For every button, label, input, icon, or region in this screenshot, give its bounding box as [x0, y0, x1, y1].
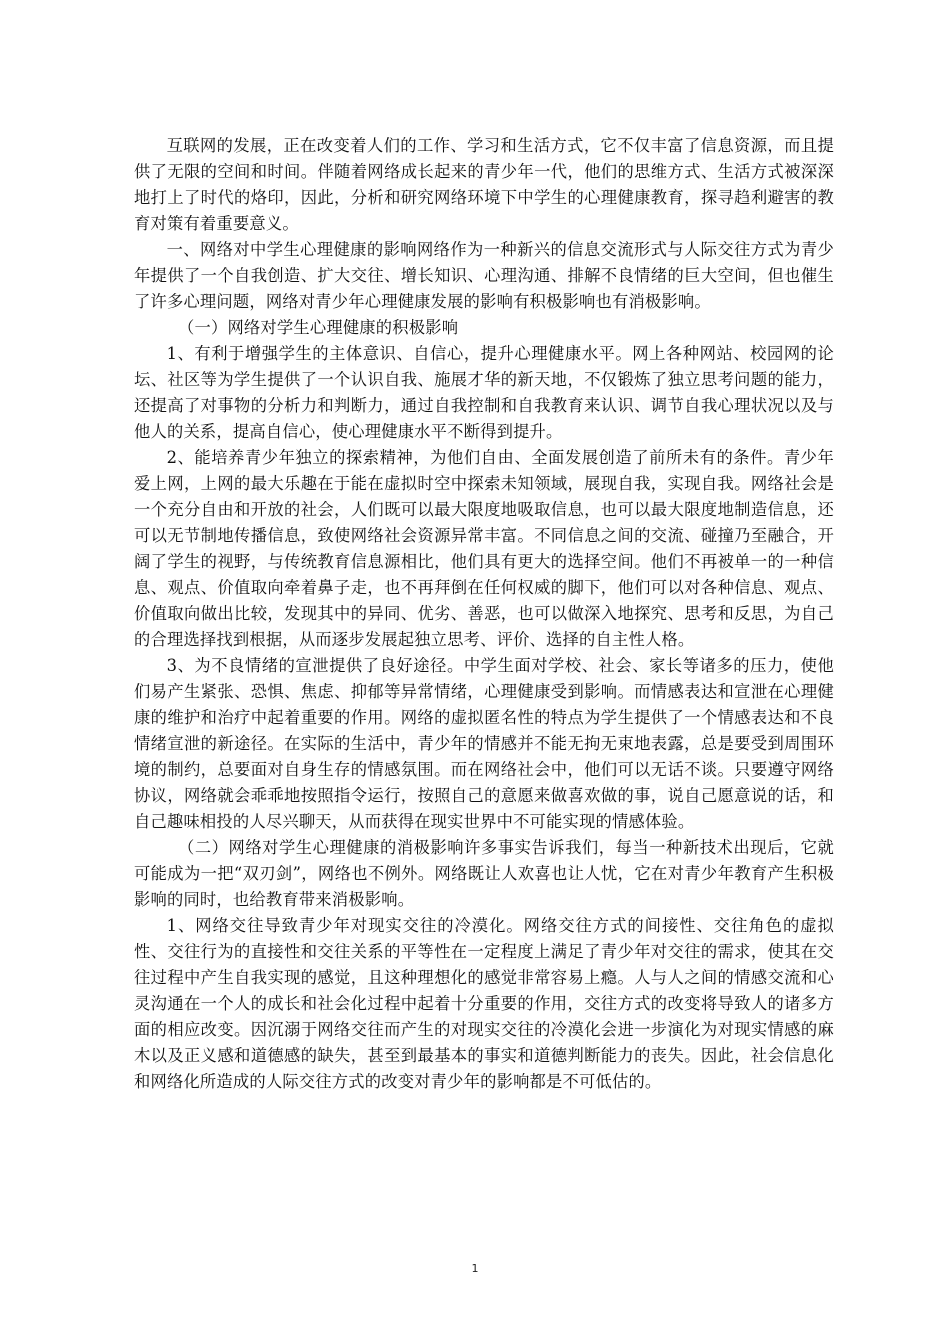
body-text [134, 133, 834, 1095]
section-one-paragraph: 一、网络对中学生心理健康的影响网络作为一种新兴的信息交流形式与人际交往方式为青少年提供了一个自我创造、扩大交往、增长知识、心理沟通、排解不良情绪的巨大空间，但也催生了许多心理问题，网络对青少年心理健康发展的影响有积极影响也有消极影响。 [134, 240, 834, 311]
positive-point-1: 1、有利于增强学生的主体意识、自信心，提升心理健康水平。网上各种网站、校园网的论坛、社区等为学生提供了一个认识自我、施展才华的新天地，不仅锻炼了独立思考问题的能力，还提高了对事物的分析力和判断力，通过自我控制和自我教育来认识、调节自我心理状况以及与他人的关系，提高自信心，使心理健康水平不断得到提升。 [134, 344, 834, 441]
positive-point-3: 3、为不良情绪的宣泄提供了良好途径。中学生面对学校、社会、家长等诸多的压力，使他们易产生紧张、恐惧、焦虑、抑郁等异常情绪，心理健康受到影响。而情感表达和宣泄在心理健康的维护和治疗中起着重要的作用。网络的虚拟匿名性的特点为学生提供了一个情感表达和不良情绪宣泄的新途径。在实际的生活中，青少年的情感并不能无拘无束地表露，总是要受到周围环境的制约，总要面对自身生存的情感氛围。而在网络社会中，他们可以无话不谈。只要遵守网络协议，网络就会乖乖地按照指令运行，按照自己的意愿来做喜欢做的事，说自己愿意说的话，和自己趣味相投的人尽兴聊天，从而获得在现实世界中不可能实现的情感体验。 [134, 656, 834, 831]
positive-point-2: 2、能培养青少年独立的探索精神，为他们自由、全面发展创造了前所未有的条件。青少年爱上网，上网的最大乐趣在于能在虚拟时空中探索未知领域，展现自我，实现自我。网络社会是一个充分自由和开放的社会，人们既可以最大限度地吸取信息，也可以最大限度地制造信息，还可以无节制地传播信息，致使网络社会资源异常丰富。不同信息之间的交流、碰撞乃至融合，开阔了学生的视野，与传统教育信息源相比，他们具有更大的选择空间。他们不再被单一的一种信息、观点、价值取向牵着鼻子走，也不再拜倒在任何权威的脚下，他们可以对各种信息、观点、价值取向做出比较，发现其中的异同、优劣、善恶，也可以做深入地探究、思考和反思，为自己的合理选择找到根据，从而逐步发展起独立思考、评价、选择的自主性人格。 [134, 448, 834, 649]
intro-paragraph: 互联网的发展，正在改变着人们的工作、学习和生活方式，它不仅丰富了信息资源，而且提供了无限的空间和时间。伴随着网络成长起来的青少年一代，他们的思维方式、生活方式被深深地打上了时代的烙印，因此，分析和研究网络环境下中学生的心理健康教育，探寻趋利避害的教育对策有着重要意义。 [134, 136, 834, 233]
negative-point-1: 1、网络交往导致青少年对现实交往的冷漠化。网络交往方式的间接性、交往角色的虚拟性、交往行为的直接性和交往关系的平等性在一定程度上满足了青少年对交往的需求，使其在交往过程中产生自我实现的感觉，且这种理想化的感觉非常容易上瘾。人与人之间的情感交流和心灵沟通在一个人的成长和社会化过程中起着十分重要的作用，交往方式的改变将导致人的诸多方面的相应改变。因沉溺于网络交往而产生的对现实交往的冷漠化会进一步演化为对现实情感的麻木以及正义感和道德感的缺失，甚至到最基本的事实和道德判断能力的丧失。因此，社会信息化和网络化所造成的人际交往方式的改变对青少年的影响都是不可低估的。 [134, 916, 834, 1091]
subsection-positive-heading: （一）网络对学生心理健康的积极影响 [178, 318, 459, 337]
subsection-negative-paragraph: （二）网络对学生心理健康的消极影响许多事实告诉我们，每当一种新技术出现后，它就可能成为一把“双刃剑”，网络也不例外。网络既让人欢喜也让人忧，它在对青少年教育产生积极影响的同时，也给教育带来消极影响。 [134, 838, 834, 909]
page-number: 1 [471, 1262, 479, 1275]
